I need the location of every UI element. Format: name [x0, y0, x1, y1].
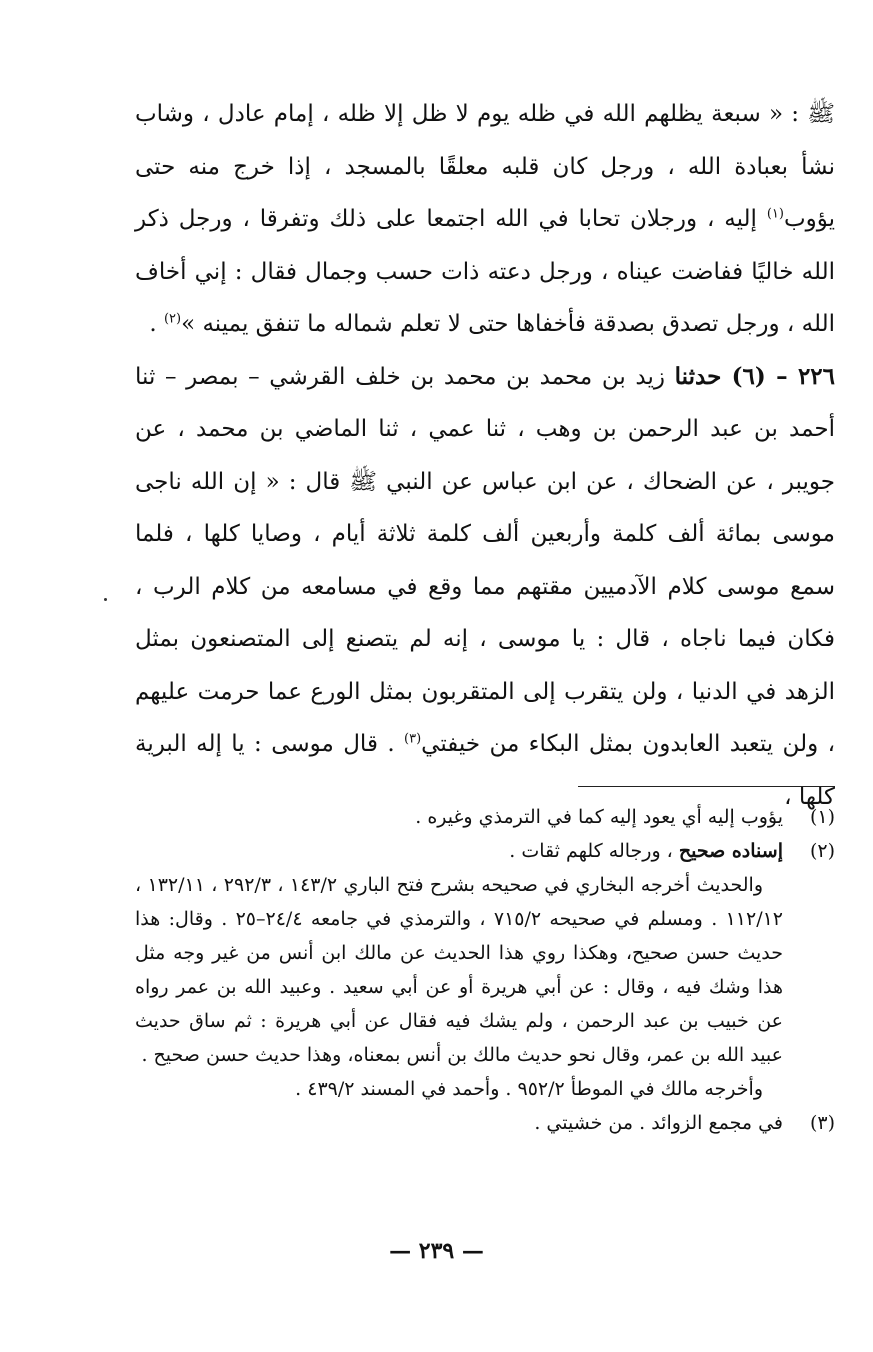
footnote-text [135, 834, 783, 868]
footnote-number: (١) [809, 806, 835, 828]
print-speck [104, 598, 107, 601]
footnote-text: يؤوب إليه أي يعود إليه كما في الترمذي وغيره . [415, 806, 783, 828]
footnote-text: في مجمع الزوائد . من خشيتي . [534, 1112, 783, 1134]
hadith-paragraph-226 [135, 351, 835, 824]
footnote-number: (٢) [809, 840, 835, 862]
footnote-2 [135, 834, 835, 868]
footnote-ref-3[interactable]: (٣) [404, 731, 422, 747]
page-number: — ٢٣٩ — [389, 1238, 484, 1264]
hadith-text: زيد بن محمد بن محمد بن خلف القرشي – بمصر – ثنا أحمد بن عبد الرحمن بن وهب ، ثنا عمي ، ثنا الماضي بن محمد ، عن جويبر ، عن الضحاك ، عن ابن عباس عن النبي ﷺ قال : « إن الله ناجى موسى بمائة ألف كلمة وأربعين ألف كلمة ثلاثة أيام ، وصايا كلها ، فلما سمع موسى كلام الآدميين مقتهم مما وقع في مسامعه من كلام الرب ، فكان فيما ناجاه ، قال : يا موسى ، إنه لم يتصنع إلى المتصنعون بمثل الزهد في الدنيا ، ولن يتقرب إلى المتقربون بمثل الورع عما حرمت عليهم ، ولن يتعبد العابدون بمثل البكاء من خيفتي [135, 363, 835, 757]
footnote-1 [135, 800, 835, 834]
hadith-paragraph-1 [135, 88, 835, 351]
footnote-2-takhrij: والحديث أخرجه البخاري في صحيحه بشرح فتح الباري ١٤٣/٢ ، ٢٩٢/٣ ، ١٣٢/١١ ، ١١٢/١٢ . ومسلم في صحيحه ٧١٥/٢ ، والترمذي في جامعه ٢٤/٤–٢٥ . وقال: هذا حديث حسن صحيح، وهكذا روي هذا الحديث عن مالك ابن أنس من غير وجه مثل هذا وشك فيه ، وقال : عن أبي هريرة أو عن أبي سعيد . وعبيد الله بن عمر رواه عن خبيب بن عبد الرحمن ، ولم يشك فيه فقال عن أبي هريرة : ثم ساق حديث عبيد الله بن عمر، وقال نحو حديث مالك بن أنس بمعناه، وهذا حديث حسن صحيح . [135, 874, 784, 1066]
footnote-number: (٣) [809, 1112, 835, 1134]
footnote-3 [135, 1106, 835, 1140]
hadith-text-end: . [149, 311, 164, 337]
footnotes [135, 800, 835, 1140]
hadith-text-end: . قال موسى : يا إله البرية كلها ، [135, 731, 835, 810]
footnote-ref-1[interactable]: (١) [766, 206, 784, 222]
footnote-divider [578, 786, 835, 787]
main-text [135, 88, 835, 823]
hadith-text: ﷺ : « سبعة يظلهم الله في ظله يوم لا ظل إلا ظله ، إمام عادل ، وشاب نشأ بعبادة الله ، ورجل كان قلبه معلقًا بالمسجد ، إذا خرج منه حتى يؤوب [135, 101, 835, 232]
isnad-grade: إسناده صحيح [678, 840, 783, 862]
footnote-ref-2[interactable]: (٢) [163, 311, 182, 327]
hadith-text-continued: إليه ، ورجلان تحابا في الله اجتمعا على ذلك وتفرقا ، ورجل ذكر الله خاليًا ففاضت عيناه ، ورجل دعته ذات حسب وجمال فقال : إني أخاف الله ، ورجل تصدق بصدقة فأخفاها حتى لا تعلم شماله ما تنفق يمينه » [135, 206, 835, 337]
hadith-number: ٢٢٦ – (٦) حدثنا [674, 362, 836, 390]
footnote-2-takhrij-extra: وأخرجه مالك في الموطأ ٩٥٢/٢ . وأحمد في المسند ٤٣٩/٢ . [295, 1078, 763, 1100]
isnad-note: ، ورجاله كلهم ثقات . [509, 840, 679, 862]
